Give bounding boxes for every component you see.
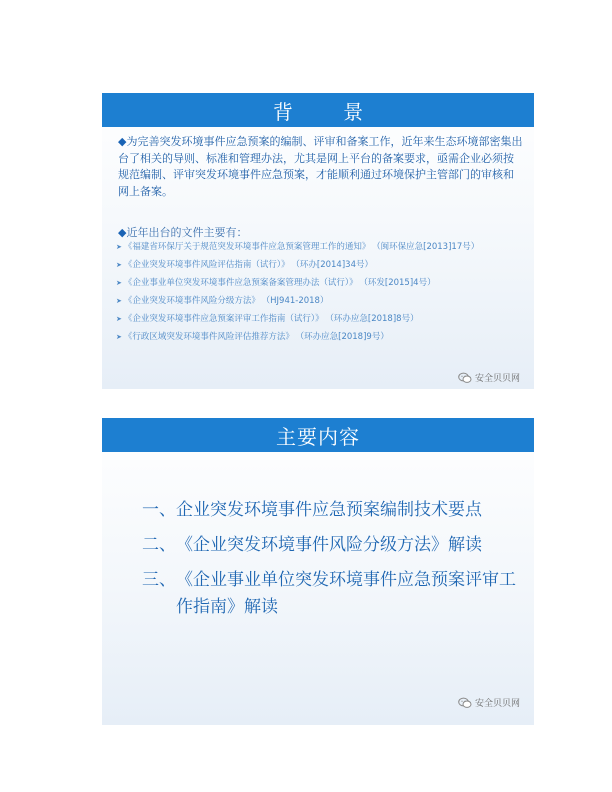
arrow-right-icon: ➤ xyxy=(116,279,122,287)
list-item xyxy=(116,331,526,343)
documents-subhead xyxy=(118,224,247,240)
diamond-icon: ◆ xyxy=(118,135,127,148)
arrow-right-icon: ➤ xyxy=(116,315,122,323)
watermark xyxy=(458,371,520,384)
list-item xyxy=(116,259,526,271)
list-item xyxy=(142,532,522,559)
contents-list xyxy=(142,497,522,629)
document-ref: （环办应急[2018]8号） xyxy=(329,314,419,324)
subhead-text: 近年出台的文件主要有： xyxy=(126,226,248,239)
contents-title: 主要内容 xyxy=(276,424,360,449)
document-ref: （闽环保应急[2013]17号） xyxy=(376,242,480,252)
watermark-text: 安全贝贝网 xyxy=(474,374,520,384)
background-banner xyxy=(102,93,534,127)
document-ref: （HJ941-2018） xyxy=(265,296,329,306)
slide-contents xyxy=(102,418,534,725)
document-name: 《企业突发环境事件风险分级方法》 xyxy=(123,296,260,306)
list-item xyxy=(142,497,522,524)
contents-banner xyxy=(102,418,534,452)
document-name: 《企业事业单位突发环境事件应急预案备案管理办法（试行）》 xyxy=(123,278,358,288)
arrow-right-icon: ➤ xyxy=(116,261,122,269)
watermark-text: 安全贝贝网 xyxy=(474,699,520,709)
document-ref: （环发[2015]4号） xyxy=(363,278,436,288)
diamond-icon: ◆ xyxy=(118,226,127,239)
document-name: 《企业突发环境事件风险评估指南（试行）》 xyxy=(123,260,290,270)
document-name: 《企业突发环境事件应急预案评审工作指南（试行）》 xyxy=(123,314,324,324)
list-item xyxy=(116,277,526,289)
watermark xyxy=(458,696,520,709)
wechat-icon xyxy=(458,697,472,709)
arrow-right-icon: ➤ xyxy=(116,297,122,305)
list-item xyxy=(116,295,526,307)
item-number: 二、 xyxy=(142,535,176,555)
document-name: 《行政区域突发环境事件风险评估推荐方法》 xyxy=(123,332,294,342)
list-item xyxy=(116,313,526,325)
slide-background xyxy=(102,93,534,389)
item-number: 三、 xyxy=(142,570,176,590)
document-list xyxy=(116,241,526,349)
arrow-right-icon: ➤ xyxy=(116,243,122,251)
document-ref: （环办应急[2018]9号） xyxy=(299,332,389,342)
list-item xyxy=(142,567,522,621)
intro-paragraph xyxy=(118,134,523,200)
list-item xyxy=(116,241,526,253)
intro-text: 为完善突发环境事件应急预案的编制、评审和备案工作，近年来生态环境部密集出台了相关的导则、标准和管理办法，尤其是网上平台的备案要求，亟需企业必须按规范编制、评审突发环境事件应急预案，才能顺利通过环境保护主管部门的审核和网上备案。 xyxy=(118,135,523,198)
item-number: 一、 xyxy=(142,500,176,520)
arrow-right-icon: ➤ xyxy=(116,333,122,341)
item-text: 《企业事业单位突发环境事件应急预案评审工作指南》解读 xyxy=(176,570,516,617)
item-text: 企业突发环境事件应急预案编制技术要点 xyxy=(176,500,482,520)
background-title: 背 景 xyxy=(272,99,386,124)
item-text: 《企业突发环境事件风险分级方法》解读 xyxy=(176,535,482,555)
document-name: 《福建省环保厅关于规范突发环境事件应急预案管理工作的通知》 xyxy=(123,242,371,252)
document-ref: （环办[2014]34号） xyxy=(295,260,373,270)
wechat-icon xyxy=(458,372,472,384)
